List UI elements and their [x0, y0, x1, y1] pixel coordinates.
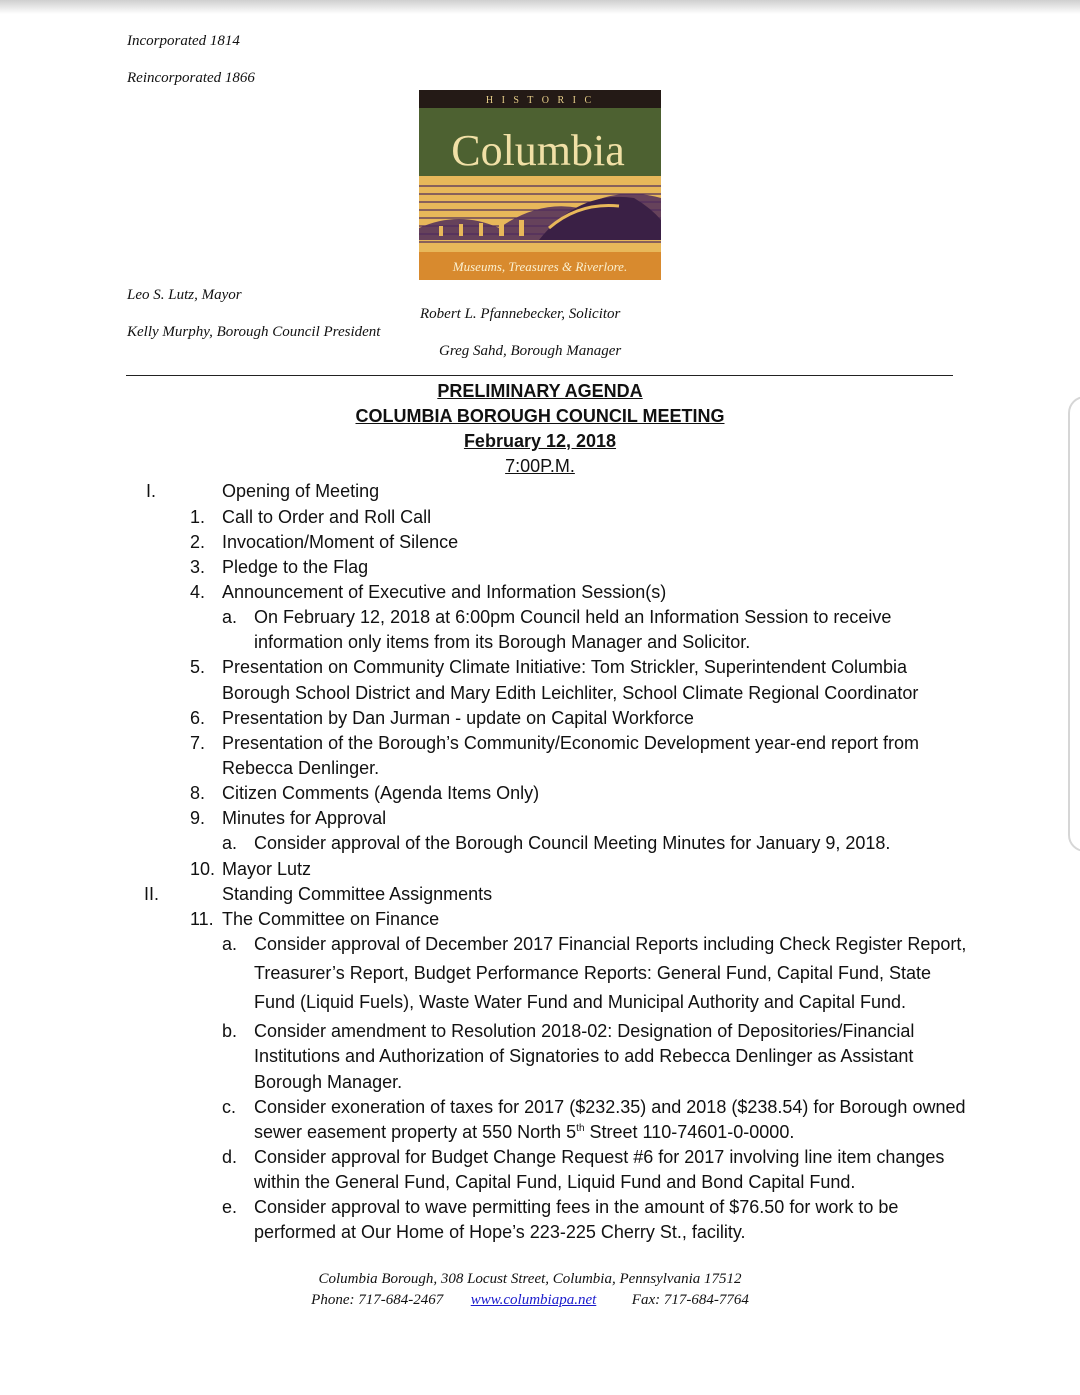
- item-11b-line-1: Consider amendment to Resolution 2018-02: Designation of Depositories/Financial: [254, 1021, 915, 1041]
- item-6-number: 6.: [190, 708, 206, 728]
- item-11b-line-2: Institutions and Authorization of Signatories to add Rebecca Denlinger as Assistant: [254, 1046, 914, 1066]
- item-9a-letter: a.: [222, 833, 238, 853]
- meeting-title: COLUMBIA BOROUGH COUNCIL MEETING: [355, 406, 725, 426]
- meeting-date: February 12, 2018: [463, 431, 617, 451]
- item-11d-line-2: within the General Fund, Capital Fund, Liquid Fund and Bond Capital Fund.: [254, 1172, 856, 1192]
- item-11d-line-1: Consider approval for Budget Change Request #6 for 2017 involving line item changes: [254, 1147, 945, 1167]
- item-10-number: 10.: [190, 859, 216, 879]
- item-2-number: 2.: [190, 532, 206, 552]
- item-7-line-1: Presentation of the Borough’s Community/Economic Development year-end report from: [222, 733, 920, 753]
- item-11a-letter: a.: [222, 934, 238, 954]
- item-4-text: Announcement of Executive and Information Session(s): [222, 582, 667, 602]
- item-11b-letter: b.: [222, 1021, 238, 1041]
- agenda-title: PRELIMINARY AGENDA: [437, 381, 643, 401]
- item-2-text: Invocation/Moment of Silence: [222, 532, 459, 552]
- footer-address: Columbia Borough, 308 Locust Street, Columbia, Pennsylvania 17512: [318, 1271, 742, 1287]
- item-10-text: Mayor Lutz: [222, 859, 312, 879]
- item-11e-letter: e.: [222, 1197, 238, 1217]
- borough-manager-text: Greg Sahd, Borough Manager: [439, 343, 622, 359]
- item-11d-letter: d.: [222, 1147, 238, 1167]
- footer-fax: Fax: 717-684-7764: [631, 1292, 749, 1308]
- ordinal-suffix: th: [576, 1123, 585, 1134]
- section-1-text: Opening of Meeting: [222, 481, 380, 501]
- meeting-time: 7:00P.M.: [505, 456, 575, 476]
- footer-phone: Phone: 717-684-2467: [311, 1292, 444, 1308]
- section-1-number: I.: [146, 481, 157, 501]
- item-4a-line-2: information only items from its Borough Manager and Solicitor.: [254, 632, 751, 652]
- solicitor-text: Robert L. Pfannebecker, Solicitor: [420, 306, 621, 322]
- item-4a-line-1: On February 12, 2018 at 6:00pm Council held an Information Session to receive: [254, 607, 892, 627]
- footer-contact: [0, 1292, 1060, 1309]
- item-1-number: 1.: [190, 507, 206, 527]
- item-11c-letter: c.: [222, 1097, 237, 1117]
- footer-website-link[interactable]: www.columbiapa.net: [470, 1292, 597, 1308]
- item-3-text: Pledge to the Flag: [222, 557, 369, 577]
- logo-tagline: Museums, Treasures & Riverlore.: [452, 259, 628, 274]
- historic-columbia-logo: [419, 90, 661, 280]
- item-11-text: The Committee on Finance: [222, 909, 440, 929]
- item-11e-line-1: Consider approval to wave permitting fees in the amount of $76.50 for work to be: [254, 1197, 899, 1217]
- item-4-number: 4.: [190, 582, 206, 602]
- item-11b-line-3: Borough Manager.: [254, 1072, 403, 1092]
- item-11c-line-1: Consider exoneration of taxes for 2017 ($232.35) and 2018 ($238.54) for Borough owned: [254, 1097, 966, 1117]
- item-5-line-2: Borough School District and Mary Edith Leichliter, School Climate Regional Coordinator: [222, 683, 919, 703]
- item-4a-letter: a.: [222, 607, 238, 627]
- incorporated-text: Incorporated 1814: [127, 33, 240, 49]
- council-president-text: Kelly Murphy, Borough Council President: [127, 324, 381, 340]
- logo-name: Columbia: [451, 126, 625, 175]
- item-5-line-1: Presentation on Community Climate Initiative: Tom Strickler, Superintendent Columbia: [222, 657, 907, 677]
- logo-top-text: H I S T O R I C: [485, 95, 595, 106]
- section-2-text: Standing Committee Assignments: [222, 884, 493, 904]
- item-11e-line-2: performed at Our Home of Hope’s 223-225 Cherry St., facility.: [254, 1222, 746, 1242]
- item-7-number: 7.: [190, 733, 206, 753]
- item-11c-line-2-end: Street 110-74601-0-0000.: [584, 1122, 795, 1142]
- header-divider: [126, 375, 953, 376]
- item-1-text: Call to Order and Roll Call: [222, 507, 432, 527]
- item-6-text: Presentation by Dan Jurman - update on Capital Workforce: [222, 708, 694, 728]
- item-7-line-2: Rebecca Denlinger.: [222, 758, 380, 778]
- item-9a-text: Consider approval of the Borough Council Meeting Minutes for January 9, 2018.: [254, 833, 891, 853]
- item-11c-line-2-start: sewer easement property at 550 North 5: [254, 1122, 577, 1142]
- item-11-number: 11.: [190, 909, 214, 929]
- section-2-number: II.: [144, 884, 160, 904]
- item-11a-line-2: Treasurer’s Report, Budget Performance Reports: General Fund, Capital Fund, State: [254, 963, 932, 983]
- item-8-number: 8.: [190, 783, 206, 803]
- item-3-number: 3.: [190, 557, 206, 577]
- item-11a-line-1: Consider approval of December 2017 Financial Reports including Check Register Report,: [254, 934, 967, 954]
- top-edge-shadow: [0, 0, 1080, 14]
- item-8-text: Citizen Comments (Agenda Items Only): [222, 783, 540, 803]
- item-9-text: Minutes for Approval: [222, 808, 387, 828]
- item-5-number: 5.: [190, 657, 206, 677]
- item-11c-line-2: [254, 1122, 794, 1143]
- reincorporated-text: Reincorporated 1866: [127, 70, 255, 86]
- item-11a-line-3: Fund (Liquid Fuels), Waste Water Fund and Municipal Authority and Capital Fund.: [254, 992, 906, 1012]
- item-9-number: 9.: [190, 808, 206, 828]
- mayor-text: Leo S. Lutz, Mayor: [127, 287, 242, 303]
